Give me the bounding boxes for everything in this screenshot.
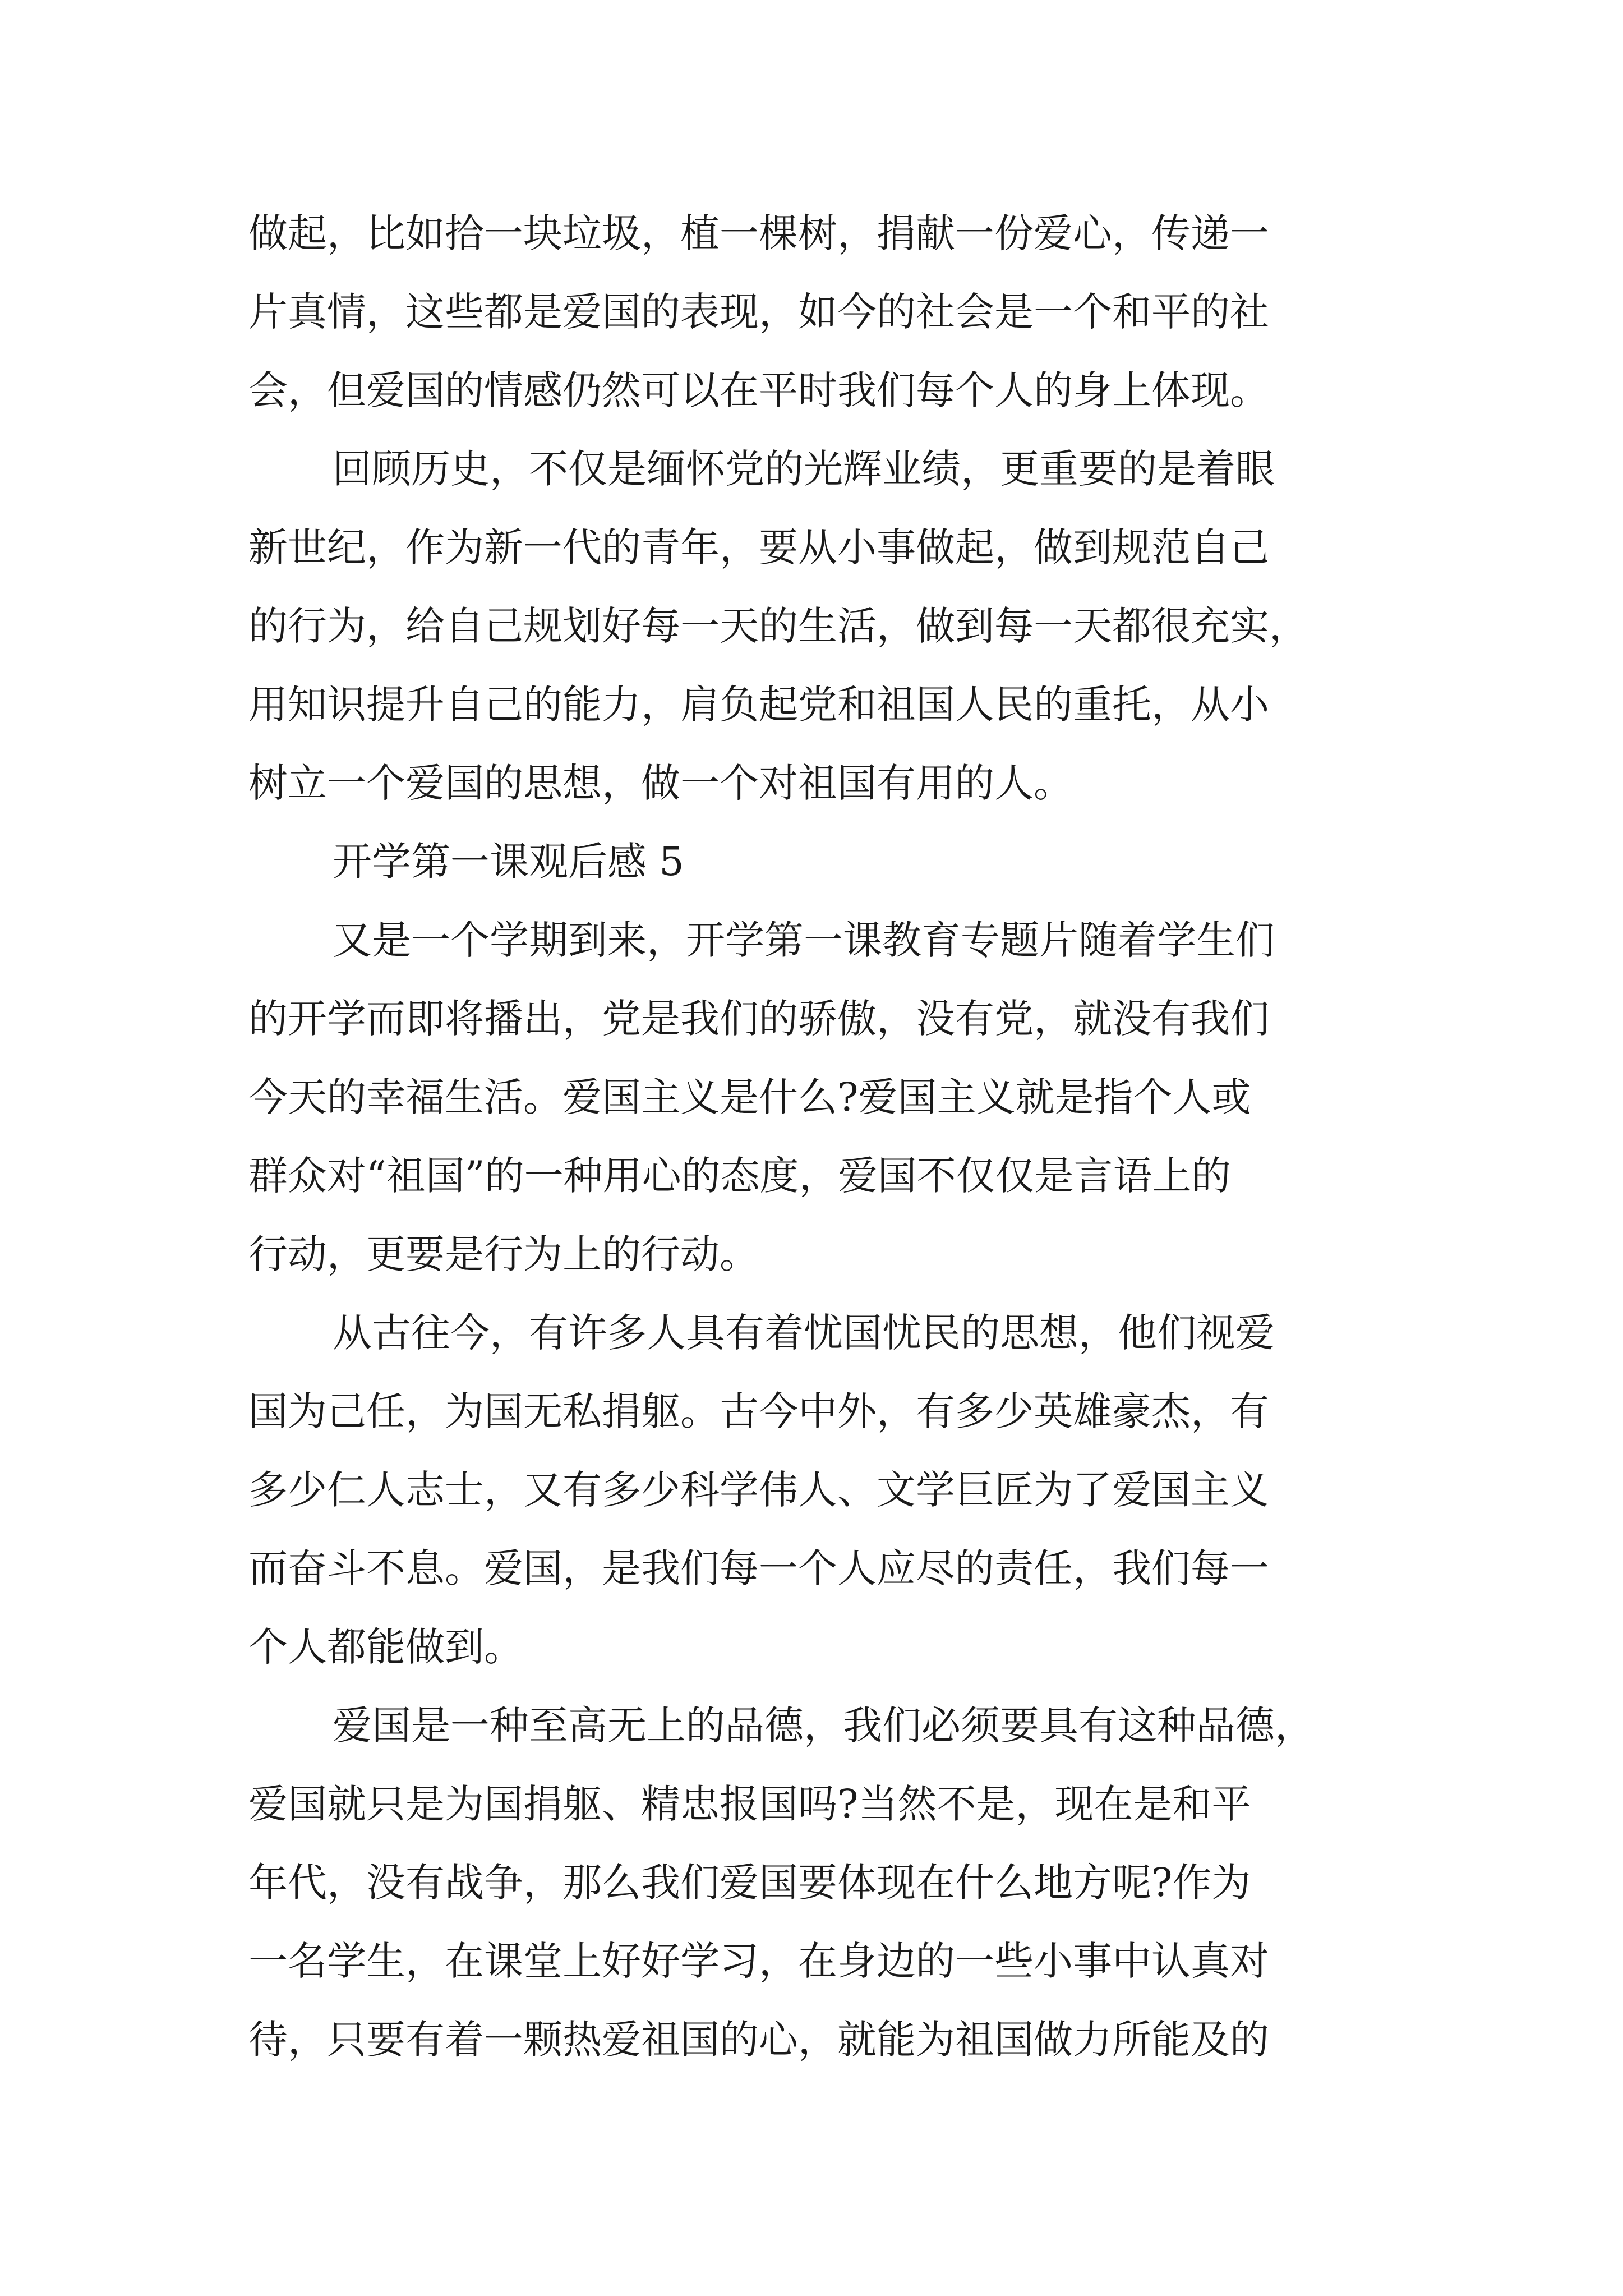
text-line: 一名学生，在课堂上好好学习，在身边的一些小事中认真对 — [248, 1938, 1269, 1984]
text-line: 国为己任，为国无私捐躯。古今中外，有多少英雄豪杰，有 — [248, 1388, 1269, 1434]
paragraph-start-line: 从古往今，有许多人具有着忧国忧民的思想，他们视爱 — [333, 1310, 1275, 1356]
text-line: 群众对“祖国”的一种用心的态度，爱国不仅仅是言语上的 — [248, 1153, 1231, 1199]
text-line: 新世纪，作为新一代的青年，要从小事做起，做到规范自己 — [248, 524, 1269, 570]
text-line: 的开学而即将播出，党是我们的骄傲，没有党，就没有我们 — [248, 996, 1269, 1042]
text-line: 多少仁人志士，又有多少科学伟人、文学巨匠为了爱国主义 — [248, 1467, 1269, 1513]
text-line: 的行为，给自己规划好每一天的生活，做到每一天都很充实， — [248, 603, 1308, 649]
text-line: 年代，没有战争，那么我们爱国要体现在什么地方呢?作为 — [248, 1860, 1251, 1906]
text-line: 待，只要有着一颗热爱祖国的心，就能为祖国做力所能及的 — [248, 2017, 1269, 2063]
document-body — [248, 194, 1387, 2079]
paragraph-start-line: 爱国是一种至高无上的品德，我们必须要具有这种品德， — [333, 1703, 1314, 1749]
text-line: 行动，更要是行为上的行动。 — [248, 1231, 759, 1277]
paragraph-start-line: 又是一个学期到来，开学第一课教育专题片随着学生们 — [333, 917, 1275, 963]
text-line: 用知识提升自己的能力，肩负起党和祖国人民的重托，从小 — [248, 682, 1269, 728]
text-line: 做起，比如拾一块垃圾，植一棵树，捐献一份爱心，传递一 — [248, 210, 1269, 256]
text-line: 片真情，这些都是爱国的表现，如今的社会是一个和平的社 — [248, 289, 1269, 335]
paragraph-start-line: 回顾历史，不仅是缅怀党的光辉业绩，更重要的是着眼 — [333, 446, 1275, 492]
text-line: 个人都能做到。 — [248, 1624, 523, 1670]
section-heading: 开学第一课观后感 5 — [333, 839, 684, 885]
text-line: 爱国就只是为国捐躯、精忠报国吗?当然不是，现在是和平 — [248, 1781, 1251, 1827]
text-line: 树立一个爱国的思想，做一个对祖国有用的人。 — [248, 760, 1073, 806]
text-line: 会，但爱国的情感仍然可以在平时我们每个人的身上体现。 — [248, 367, 1269, 413]
text-line: 而奋斗不息。爱国，是我们每一个人应尽的责任，我们每一 — [248, 1545, 1269, 1591]
text-line: 今天的幸福生活。爱国主义是什么?爱国主义就是指个人或 — [248, 1074, 1251, 1120]
